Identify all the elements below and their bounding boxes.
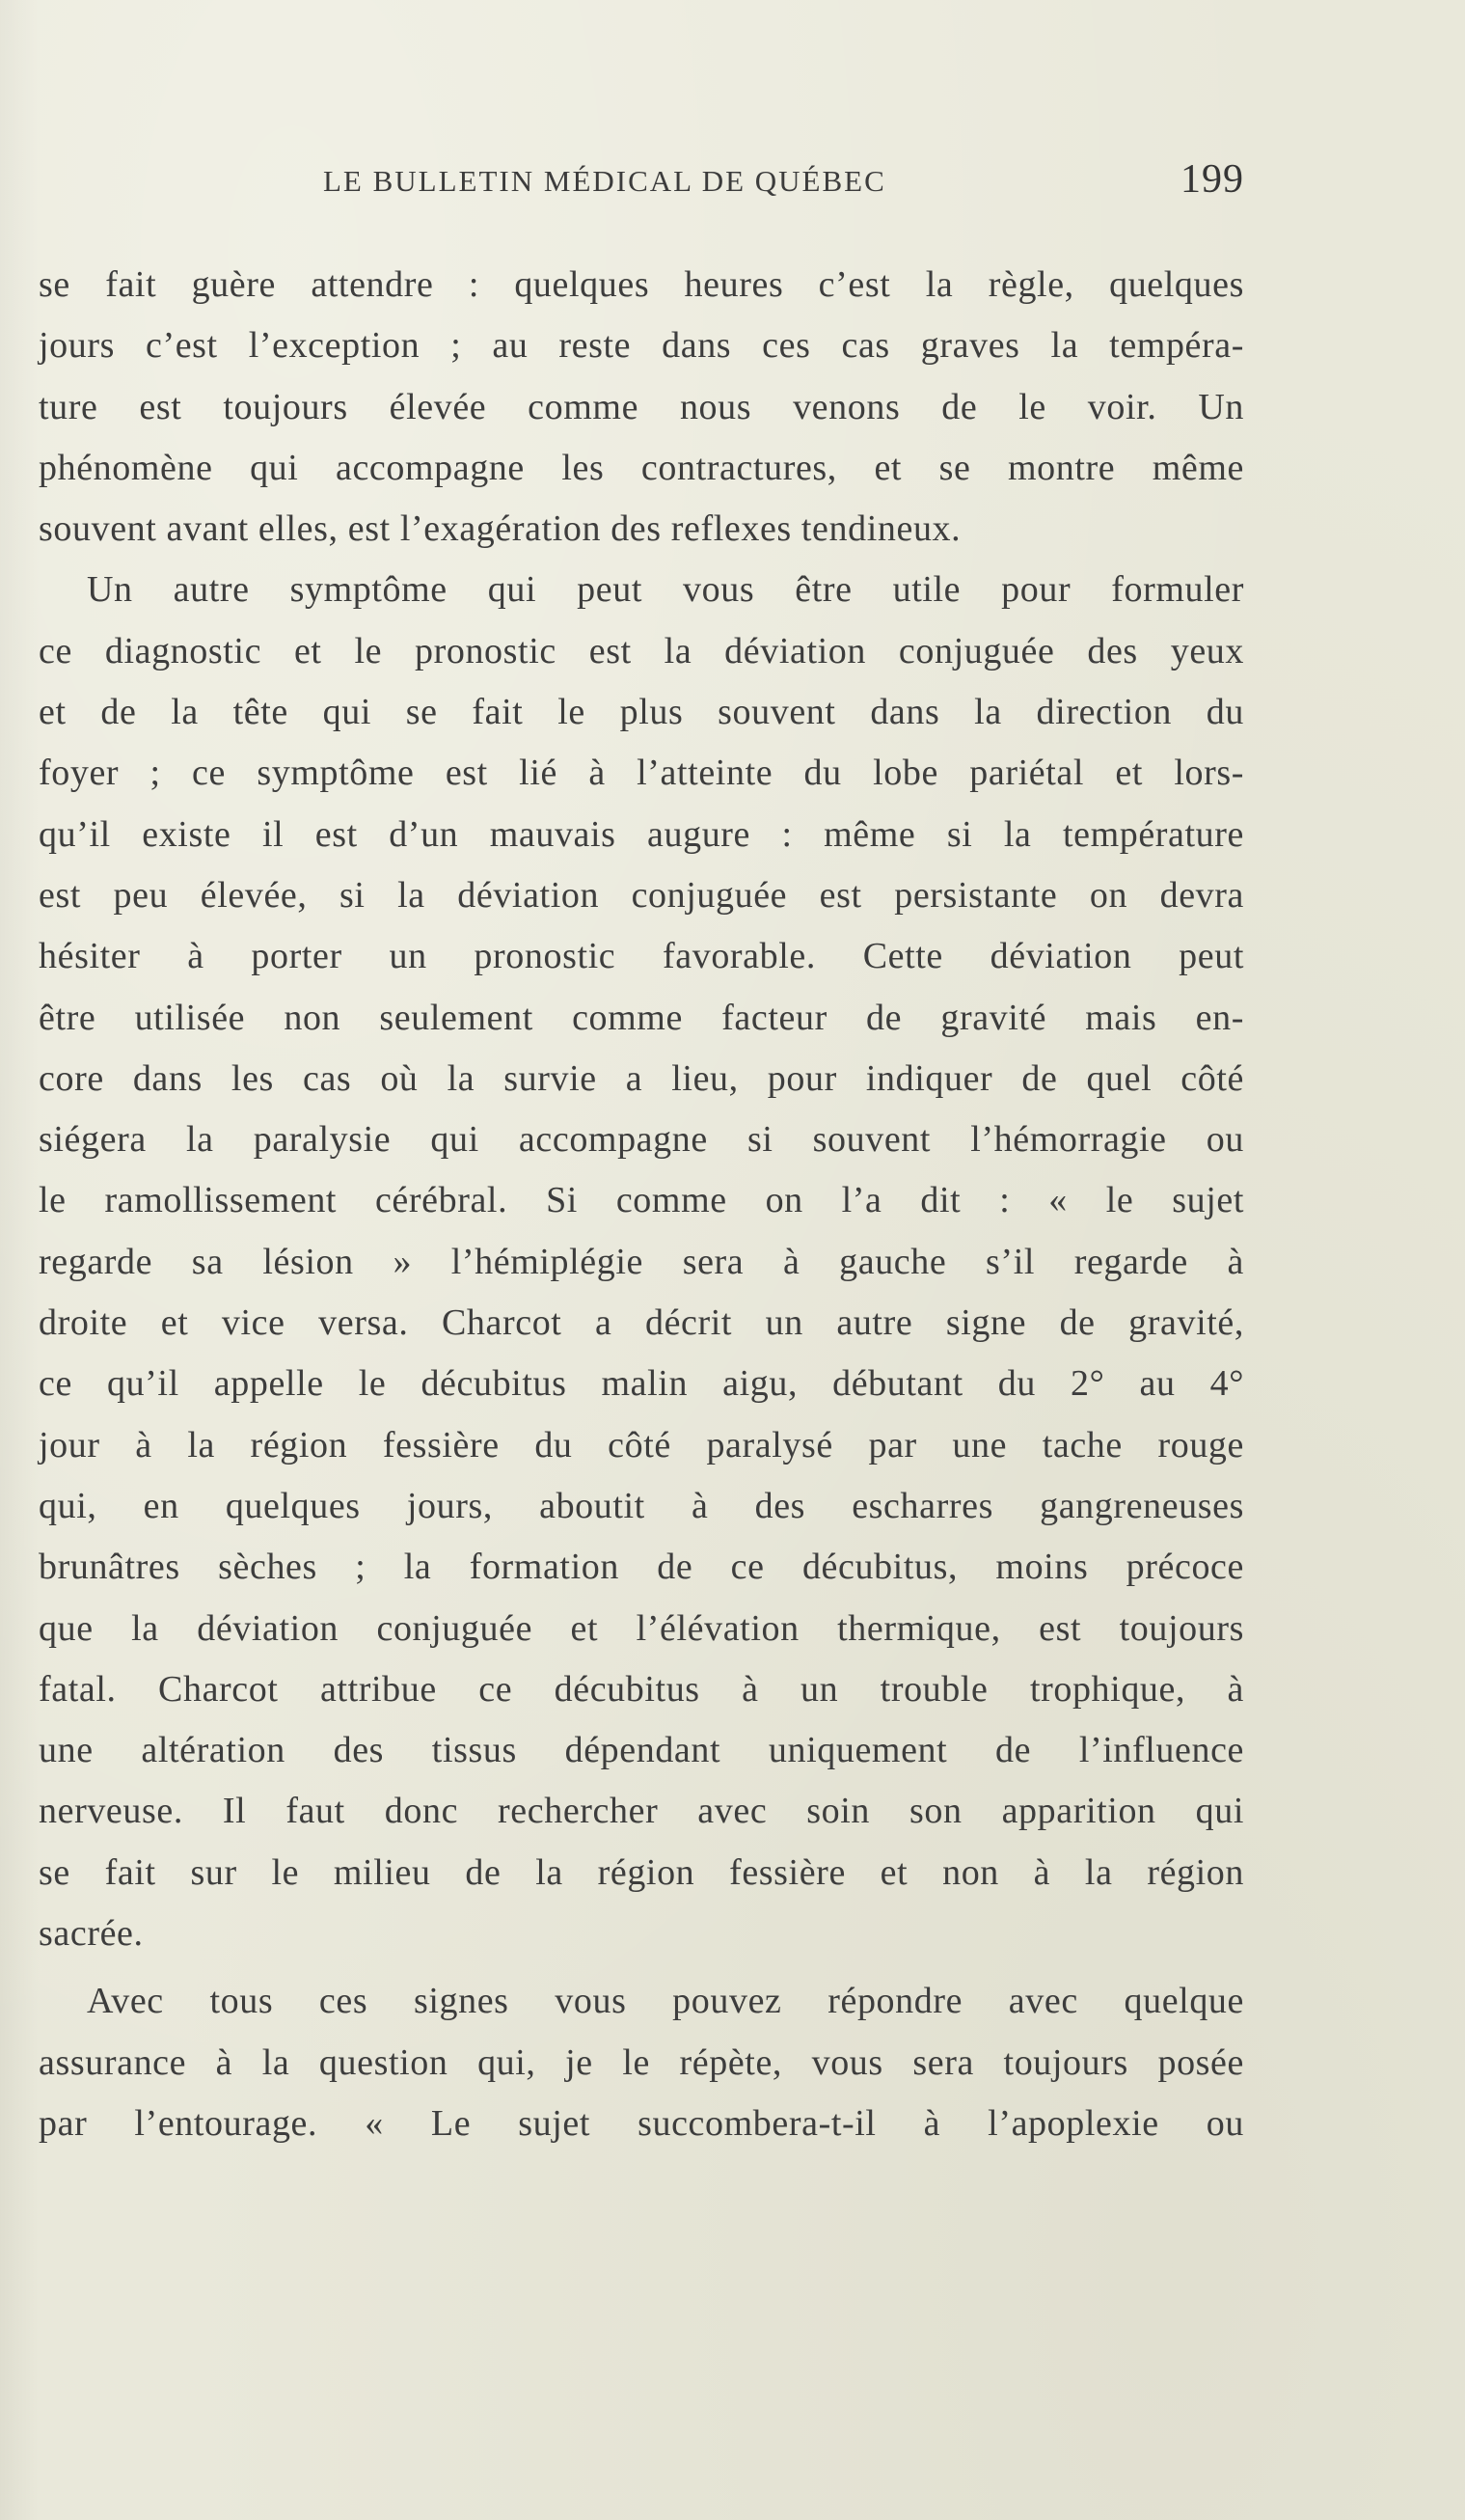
text-line: ce diagnostic et le pronostic est la déviation conjuguée des yeux	[39, 630, 1244, 671]
page-number: 199	[1180, 157, 1244, 202]
text-line: droite et vice versa. Charcot a décrit un autre signe de gravité,	[39, 1302, 1244, 1344]
text-line: regarde sa lésion » l’hémiplégie sera à gauche s’il regarde à	[39, 1241, 1244, 1282]
text-line: phénomène qui accompagne les contractures, et se montre même	[39, 447, 1244, 488]
text-line: et de la tête qui se fait le plus souvent dans la direction du	[39, 692, 1244, 733]
text-line: une altération des tissus dépendant uniquement de l’influence	[39, 1730, 1244, 1771]
text-line: souvent avant elles, est l’exagération des reflexes tendineux.	[39, 508, 962, 550]
text-line: core dans les cas où la survie a lieu, pour indiquer de quel côté	[39, 1057, 1244, 1099]
text-line: jours c’est l’exception ; au reste dans ces cas graves la tempéra-	[39, 325, 1244, 367]
text-line: qu’il existe il est d’un mauvais augure : même si la température	[39, 813, 1244, 855]
text-line: ture est toujours élevée comme nous venons de le voir. Un	[39, 386, 1244, 427]
text-line: Avec tous ces signes vous pouvez répondre avec quelque	[87, 1981, 1244, 2022]
paragraph	[39, 560, 1244, 1964]
text-line: que la déviation conjuguée et l’élévation thermique, est toujours	[39, 1607, 1244, 1649]
text-line: nerveuse. Il faut donc rechercher avec soin son apparition qui	[39, 1791, 1244, 1832]
paragraph	[39, 255, 1244, 560]
text-line: Un autre symptôme qui peut vous être utile pour formuler	[87, 569, 1244, 611]
text-line: hésiter à porter un pronostic favorable. Cette déviation peut	[39, 936, 1244, 977]
text-line: être utilisée non seulement comme facteur de gravité mais en-	[39, 997, 1244, 1038]
text-line: se fait sur le milieu de la région fessière et non à la région	[39, 1851, 1244, 1893]
text-line: ce qu’il appelle le décubitus malin aigu, débutant du 2° au 4°	[39, 1363, 1244, 1405]
body-text	[39, 255, 1244, 2154]
running-head	[39, 156, 1244, 205]
text-line: se fait guère attendre : quelques heures c’est la règle, quelques	[39, 264, 1244, 305]
paragraph	[39, 1971, 1244, 2154]
text-line: fatal. Charcot attribue ce décubitus à un trouble trophique, à	[39, 1668, 1244, 1710]
text-line: siégera la paralysie qui accompagne si souvent l’hémorragie ou	[39, 1119, 1244, 1161]
text-line: foyer ; ce symptôme est lié à l’atteinte du lobe pariétal et lors-	[39, 753, 1244, 794]
text-line: le ramollissement cérébral. Si comme on l’a dit : « le sujet	[39, 1180, 1244, 1221]
text-line: est peu élevée, si la déviation conjuguée est persistante on devra	[39, 874, 1244, 916]
text-line: jour à la région fessière du côté paralysé par une tache rouge	[39, 1424, 1244, 1465]
text-line: par l’entourage. « Le sujet succombera-t-il à l’apoplexie ou	[39, 2102, 1244, 2144]
text-line: qui, en quelques jours, aboutit à des escharres gangreneuses	[39, 1485, 1244, 1526]
running-title: LE BULLETIN MÉDICAL DE QUÉBEC	[323, 164, 886, 198]
text-line: sacrée.	[39, 1913, 144, 1955]
text-line: assurance à la question qui, je le répète, vous sera toujours posée	[39, 2041, 1244, 2083]
text-line: brunâtres sèches ; la formation de ce décubitus, moins précoce	[39, 1547, 1244, 1588]
